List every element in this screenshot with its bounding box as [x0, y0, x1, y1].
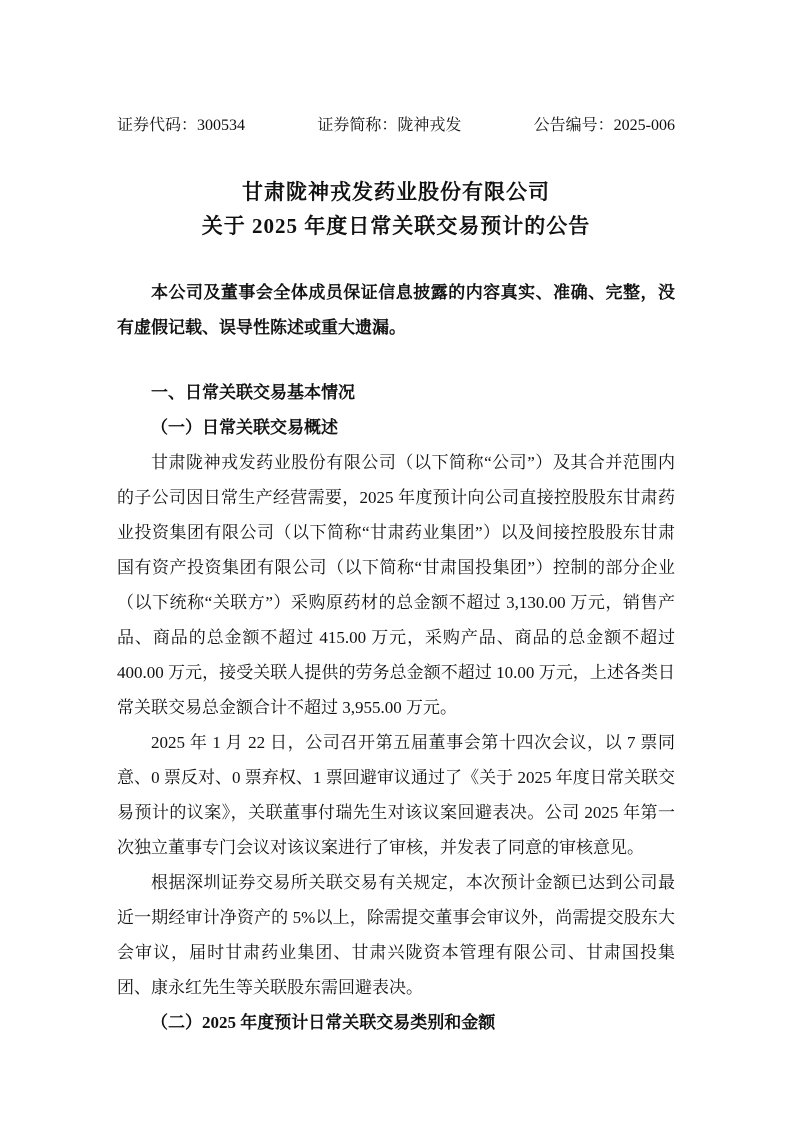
- paragraph-board-meeting: 2025 年 1 月 22 日，公司召开第五届董事会第十四次会议，以 7 票同意、0 票反对、0 票弃权、1 票回避审议通过了《关于 2025 年度日常关联交易预计的议案》，关联董事付瑞先生对该议案回避表决。公司 2025 年第一次独立董事专门会议对该议案进行了审核，并发表了同意的审核意见。: [117, 733, 675, 857]
- document-header: [117, 116, 675, 136]
- document-body: [117, 375, 675, 1040]
- announcement-number: 公告编号：2025-006: [533, 117, 675, 134]
- stock-short-name: 证券简称：陇神戎发: [317, 117, 462, 134]
- paragraph-szse-rules: 根据深圳证券交易所关联交易有关规定，本次预计金额已达到公司最近一期经审计净资产的 5%以上，除需提交董事会审议外，尚需提交股东大会审议，届时甘肃药业集团、甘肃兴陇资本管理有限公司、甘肃国投集团、康永红先生等关联股东需回避表决。: [117, 873, 675, 997]
- document-title-line1: 甘肃陇神戎发药业股份有限公司: [242, 180, 550, 204]
- subsection-heading-categories-amounts: （二）2025 年度预计日常关联交易类别和金额: [151, 1013, 496, 1032]
- document-title-line2: 关于 2025 年度日常关联交易预计的公告: [201, 214, 591, 238]
- subsection-heading-overview: （一）日常关联交易概述: [151, 418, 338, 437]
- disclaimer-statement: 本公司及董事会全体成员保证信息披露的内容真实、准确、完整，没有虚假记载、误导性陈述或重大遗漏。: [117, 283, 675, 337]
- document-title: [117, 175, 675, 243]
- stock-code: 证券代码：300534: [117, 117, 246, 134]
- paragraph-transaction-overview: 甘肃陇神戎发药业股份有限公司（以下简称“公司”）及其合并范围内的子公司因日常生产经营需要，2025 年度预计向公司直接控股股东甘肃药业投资集团有限公司（以下简称“甘肃药业集团”）以及间接控股股东甘肃国有资产投资集团有限公司（以下简称“甘肃国投集团”）控制的部分企业（以下统称“关联方”）采购原药材的总金额不超过 3,130.00 万元，销售产品、商品的总金额不超过 415.00 万元，采购产品、商品的总金额不超过 400.00 万元，接受关联人提供的劳务总金额不超过 10.00 万元，上述各类日常关联交易总金额合计不超过 3,955.00 万元。: [117, 453, 675, 717]
- section-heading-basic-info: 一、日常关联交易基本情况: [151, 383, 355, 402]
